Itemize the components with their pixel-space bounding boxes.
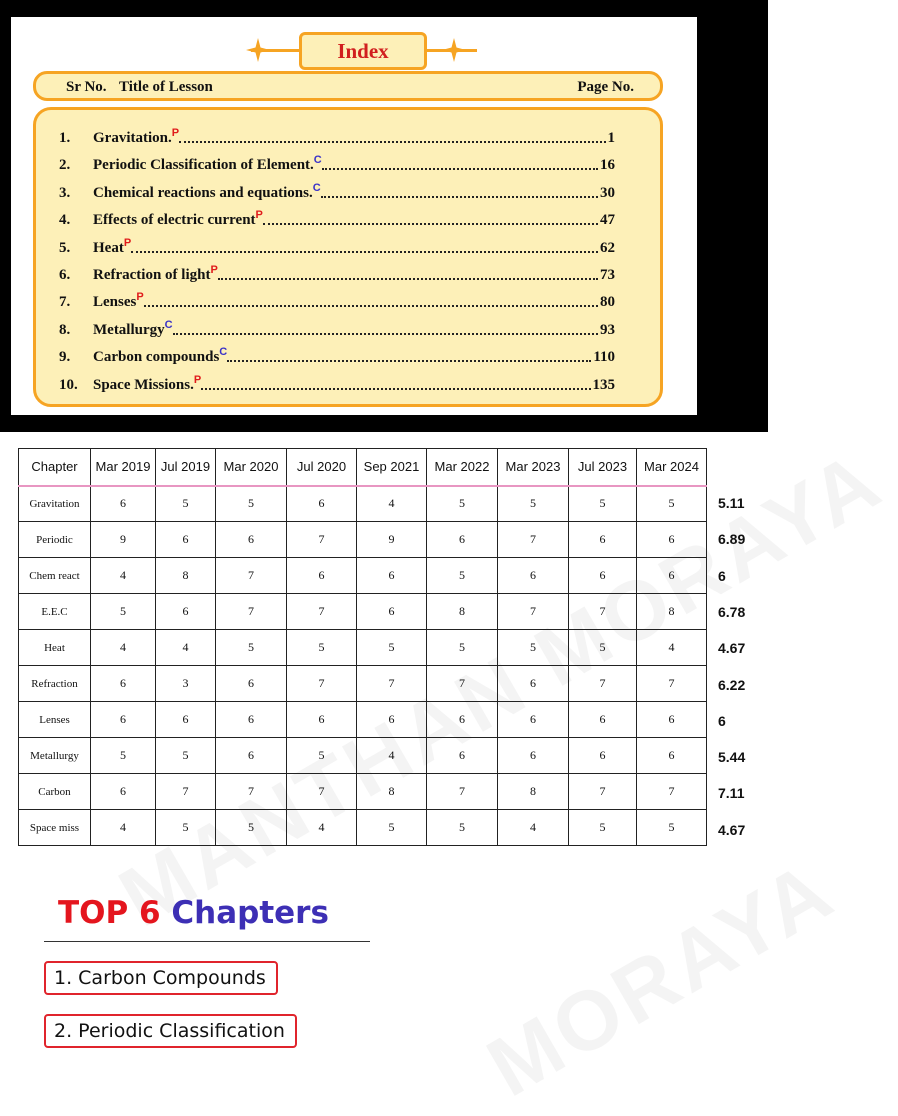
leader-dots bbox=[322, 168, 598, 170]
table-row bbox=[19, 738, 707, 774]
marks-cell: 5 bbox=[156, 738, 216, 774]
star-icon-right bbox=[441, 37, 467, 63]
marks-cell: 5 bbox=[156, 810, 216, 846]
top-chapters-title bbox=[58, 895, 329, 931]
marks-cell: 8 bbox=[498, 774, 569, 810]
marks-cell: 9 bbox=[357, 522, 427, 558]
marks-cell: 5 bbox=[569, 486, 637, 522]
table-row bbox=[19, 666, 707, 702]
top-chapters-title-blue: Chapters bbox=[171, 895, 329, 931]
table-header-cell: Jul 2020 bbox=[287, 449, 357, 486]
table-row bbox=[19, 594, 707, 630]
table-header-cell: Mar 2024 bbox=[637, 449, 707, 486]
index-header-bar bbox=[33, 71, 663, 101]
lesson-number: 8. bbox=[59, 321, 71, 338]
table-header-cell: Mar 2020 bbox=[216, 449, 287, 486]
top-chapter-item: 2. Periodic Classification bbox=[44, 1014, 297, 1048]
marks-cell: 7 bbox=[216, 774, 287, 810]
marks-cell: 6 bbox=[637, 558, 707, 594]
marks-cell: 6 bbox=[357, 702, 427, 738]
table-header-cell: Sep 2021 bbox=[357, 449, 427, 486]
marks-cell: 6 bbox=[156, 522, 216, 558]
leader-dots bbox=[321, 196, 598, 198]
lesson-title: Metallurgy bbox=[93, 321, 165, 338]
marks-cell: 5 bbox=[637, 810, 707, 846]
index-title: Index bbox=[337, 38, 389, 63]
marks-cell: 5 bbox=[91, 738, 156, 774]
lesson-title: Space Missions. bbox=[93, 376, 194, 393]
marks-cell: 8 bbox=[156, 558, 216, 594]
lesson-number: 4. bbox=[59, 212, 71, 229]
average-value: 7.11 bbox=[718, 785, 745, 802]
marks-cell: 6 bbox=[427, 702, 498, 738]
marks-cell: 6 bbox=[498, 702, 569, 738]
marks-cell: 5 bbox=[427, 810, 498, 846]
marks-cell: 5 bbox=[156, 486, 216, 522]
lesson-page-number: 135 bbox=[592, 376, 615, 393]
leader-dots bbox=[131, 251, 598, 253]
marks-cell: 7 bbox=[569, 774, 637, 810]
lesson-title: Carbon compounds bbox=[93, 349, 220, 366]
lesson-number: 6. bbox=[59, 267, 71, 283]
lesson-number: 3. bbox=[59, 184, 71, 201]
average-value: 4.67 bbox=[718, 640, 746, 657]
lesson-row bbox=[59, 180, 615, 202]
chapter-name-cell: Carbon bbox=[19, 774, 91, 810]
marks-cell: 7 bbox=[156, 774, 216, 810]
top-chapter-item: 1. Carbon Compounds bbox=[44, 961, 278, 995]
marks-cell: 4 bbox=[287, 810, 357, 846]
marks-cell: 6 bbox=[287, 702, 357, 738]
marks-cell: 8 bbox=[427, 594, 498, 630]
chapter-name-cell: Space miss bbox=[19, 810, 91, 846]
marks-cell: 4 bbox=[637, 630, 707, 666]
lesson-row bbox=[59, 207, 615, 229]
average-value: 6.22 bbox=[718, 676, 746, 693]
table-row bbox=[19, 486, 707, 522]
marks-cell: 5 bbox=[287, 738, 357, 774]
subject-mark: C bbox=[164, 318, 173, 331]
marks-cell: 8 bbox=[357, 774, 427, 810]
lesson-title: Refraction of light bbox=[93, 267, 211, 283]
marks-cell: 7 bbox=[569, 594, 637, 630]
average-value: 6.78 bbox=[718, 603, 746, 620]
marks-cell: 6 bbox=[427, 738, 498, 774]
header-page-no: Page No. bbox=[577, 79, 634, 95]
marks-cell: 7 bbox=[569, 666, 637, 702]
marks-cell: 6 bbox=[498, 738, 569, 774]
lesson-page-number: 80 bbox=[600, 294, 615, 311]
marks-cell: 6 bbox=[91, 666, 156, 702]
marks-cell: 4 bbox=[357, 486, 427, 522]
marks-cell: 4 bbox=[91, 630, 156, 666]
star-icon-left bbox=[245, 37, 271, 63]
leader-dots bbox=[227, 360, 591, 362]
marks-cell: 5 bbox=[637, 486, 707, 522]
table-header-cell: Chapter bbox=[19, 449, 91, 486]
marks-cell: 5 bbox=[427, 558, 498, 594]
table-row bbox=[19, 810, 707, 846]
lesson-page-number: 73 bbox=[600, 267, 615, 283]
lesson-row bbox=[59, 125, 615, 147]
chapter-name-cell: Lenses bbox=[19, 702, 91, 738]
marks-cell: 6 bbox=[569, 522, 637, 558]
table-row bbox=[19, 630, 707, 666]
lesson-title: Periodic Classification of Element. bbox=[93, 157, 314, 174]
top-chapters-title-red: TOP 6 bbox=[58, 895, 161, 931]
lesson-row bbox=[59, 317, 615, 339]
table-row bbox=[19, 558, 707, 594]
chapter-name-cell: Periodic bbox=[19, 522, 91, 558]
lesson-number: 1. bbox=[59, 130, 71, 146]
watermark-bottom bbox=[471, 841, 850, 1116]
table-header-cell: Jul 2019 bbox=[156, 449, 216, 486]
lesson-number: 10. bbox=[59, 376, 78, 393]
subject-mark: P bbox=[210, 264, 218, 276]
leader-dots bbox=[218, 278, 598, 280]
marks-cell: 4 bbox=[498, 810, 569, 846]
table-header-cell: Mar 2023 bbox=[498, 449, 569, 486]
marks-cell: 6 bbox=[637, 702, 707, 738]
marks-cell: 5 bbox=[569, 630, 637, 666]
chapter-name-cell: Heat bbox=[19, 630, 91, 666]
marks-cell: 5 bbox=[569, 810, 637, 846]
marks-cell: 6 bbox=[91, 486, 156, 522]
marks-cell: 5 bbox=[216, 810, 287, 846]
marks-cell: 9 bbox=[91, 522, 156, 558]
chapter-name-cell: Refraction bbox=[19, 666, 91, 702]
lesson-page-number: 30 bbox=[600, 184, 615, 201]
marks-cell: 7 bbox=[216, 594, 287, 630]
marks-cell: 7 bbox=[498, 522, 569, 558]
marks-cell: 6 bbox=[287, 486, 357, 522]
marks-cell: 7 bbox=[637, 774, 707, 810]
lesson-title: Gravitation. bbox=[93, 130, 172, 146]
marks-cell: 6 bbox=[91, 774, 156, 810]
chapter-name-cell: Metallurgy bbox=[19, 738, 91, 774]
average-value: 6 bbox=[718, 712, 726, 729]
leader-dots bbox=[263, 223, 598, 225]
marks-cell: 6 bbox=[216, 738, 287, 774]
marks-cell: 6 bbox=[216, 702, 287, 738]
marks-cell: 7 bbox=[427, 666, 498, 702]
subject-mark: C bbox=[219, 346, 228, 359]
marks-cell: 5 bbox=[427, 630, 498, 666]
marks-cell: 6 bbox=[637, 522, 707, 558]
lesson-number: 5. bbox=[59, 239, 71, 256]
subject-mark: C bbox=[313, 154, 322, 167]
top-chapters-underline bbox=[44, 941, 370, 942]
table-row bbox=[19, 774, 707, 810]
subject-mark: P bbox=[193, 373, 202, 386]
marks-cell: 7 bbox=[637, 666, 707, 702]
subject-mark: C bbox=[312, 181, 321, 194]
lesson-page-number: 47 bbox=[600, 212, 615, 229]
marks-cell: 7 bbox=[427, 774, 498, 810]
subject-mark: P bbox=[123, 236, 132, 249]
chapter-name-cell: Chem react bbox=[19, 558, 91, 594]
marks-cell: 6 bbox=[91, 702, 156, 738]
lesson-number: 7. bbox=[59, 294, 71, 311]
average-value: 6.89 bbox=[718, 531, 746, 548]
table-header-cell: Mar 2022 bbox=[427, 449, 498, 486]
marks-cell: 5 bbox=[357, 810, 427, 846]
table-header-cell: Jul 2023 bbox=[569, 449, 637, 486]
lesson-title: Chemical reactions and equations. bbox=[93, 184, 313, 201]
subject-mark: P bbox=[171, 127, 180, 139]
marks-cell: 7 bbox=[498, 594, 569, 630]
marks-cell: 5 bbox=[287, 630, 357, 666]
marks-cell: 6 bbox=[569, 702, 637, 738]
marks-cell: 7 bbox=[287, 666, 357, 702]
leader-dots bbox=[179, 141, 605, 143]
marks-cell: 6 bbox=[498, 558, 569, 594]
marks-cell: 5 bbox=[216, 486, 287, 522]
average-value: 5.11 bbox=[718, 495, 745, 511]
marks-cell: 6 bbox=[569, 738, 637, 774]
marks-cell: 5 bbox=[427, 486, 498, 522]
table-header-cell: Mar 2019 bbox=[91, 449, 156, 486]
chapter-marks-table bbox=[18, 448, 707, 846]
chapter-name-cell: E.E.C bbox=[19, 594, 91, 630]
table-row bbox=[19, 702, 707, 738]
leader-dots bbox=[173, 333, 598, 335]
marks-cell: 6 bbox=[637, 738, 707, 774]
lesson-title: Effects of electric current bbox=[93, 212, 256, 229]
marks-cell: 6 bbox=[156, 594, 216, 630]
marks-cell: 6 bbox=[216, 522, 287, 558]
marks-cell: 6 bbox=[357, 594, 427, 630]
table-header-row bbox=[19, 449, 707, 486]
header-sr-no: Sr No. bbox=[66, 79, 107, 95]
marks-cell: 3 bbox=[156, 666, 216, 702]
chapter-name-cell: Gravitation bbox=[19, 486, 91, 522]
lesson-row bbox=[59, 152, 615, 174]
marks-cell: 7 bbox=[287, 594, 357, 630]
header-title-of-lesson: Title of Lesson bbox=[119, 79, 213, 95]
marks-cell: 6 bbox=[216, 666, 287, 702]
marks-cell: 5 bbox=[91, 594, 156, 630]
leader-dots bbox=[201, 388, 590, 390]
marks-cell: 7 bbox=[216, 558, 287, 594]
subject-mark: P bbox=[255, 209, 263, 222]
lesson-page-number: 16 bbox=[600, 157, 615, 174]
leader-dots bbox=[144, 305, 598, 307]
marks-cell: 6 bbox=[357, 558, 427, 594]
lesson-title: Heat bbox=[93, 239, 124, 256]
marks-cell: 4 bbox=[91, 558, 156, 594]
index-card bbox=[11, 17, 697, 415]
marks-cell: 6 bbox=[569, 558, 637, 594]
marks-cell: 5 bbox=[498, 630, 569, 666]
table-row bbox=[19, 522, 707, 558]
marks-cell: 8 bbox=[637, 594, 707, 630]
marks-cell: 4 bbox=[357, 738, 427, 774]
lesson-row bbox=[59, 262, 615, 284]
marks-cell: 6 bbox=[287, 558, 357, 594]
lesson-row bbox=[59, 289, 615, 311]
marks-cell: 5 bbox=[498, 486, 569, 522]
lesson-number: 2. bbox=[59, 157, 71, 174]
marks-cell: 7 bbox=[357, 666, 427, 702]
average-value: 4.67 bbox=[718, 821, 746, 838]
marks-cell: 6 bbox=[427, 522, 498, 558]
lesson-page-number: 62 bbox=[600, 239, 615, 256]
index-title-banner bbox=[299, 32, 427, 70]
lesson-page-number: 110 bbox=[593, 349, 615, 366]
lesson-row bbox=[59, 372, 615, 394]
lesson-page-number: 93 bbox=[600, 321, 615, 338]
lesson-row bbox=[59, 235, 615, 257]
marks-cell: 4 bbox=[91, 810, 156, 846]
marks-cell: 4 bbox=[156, 630, 216, 666]
marks-cell: 6 bbox=[498, 666, 569, 702]
lesson-row bbox=[59, 344, 615, 366]
average-value: 6 bbox=[718, 567, 726, 584]
average-value: 5.44 bbox=[718, 749, 746, 766]
lesson-number: 9. bbox=[59, 349, 71, 366]
lesson-title: Lenses bbox=[93, 294, 137, 311]
lesson-page-number: 1 bbox=[607, 130, 615, 146]
subject-mark: P bbox=[136, 291, 144, 304]
marks-cell: 6 bbox=[156, 702, 216, 738]
marks-cell: 5 bbox=[357, 630, 427, 666]
marks-cell: 5 bbox=[216, 630, 287, 666]
marks-cell: 7 bbox=[287, 522, 357, 558]
marks-cell: 7 bbox=[287, 774, 357, 810]
